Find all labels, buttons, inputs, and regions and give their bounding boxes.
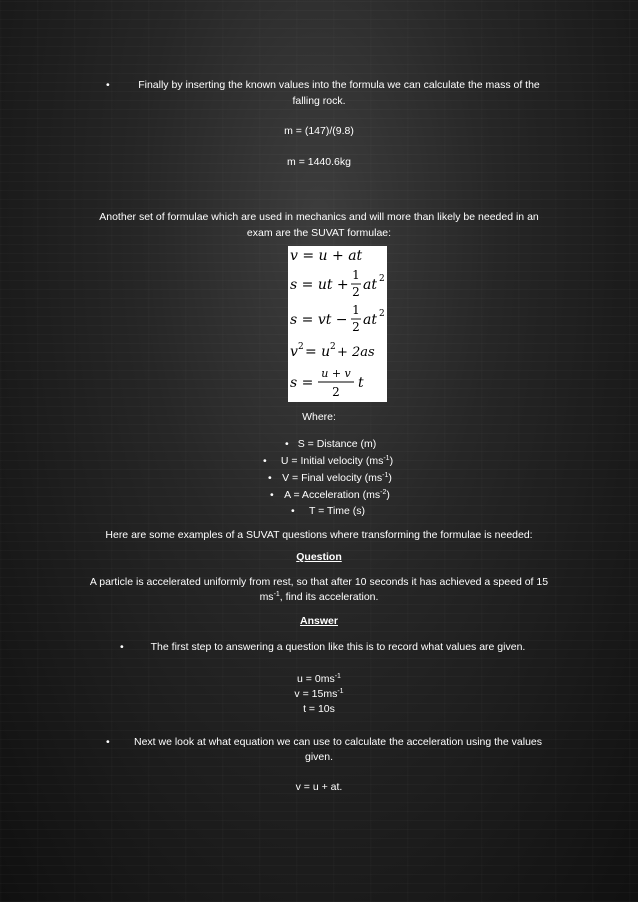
bullet-icon: • bbox=[106, 736, 110, 748]
formula-3-denominator: 2 bbox=[352, 320, 360, 334]
formula-4-right: + 2as bbox=[337, 345, 375, 360]
bullet-icon: • bbox=[263, 455, 267, 467]
where-label: Where: bbox=[302, 411, 336, 423]
mass-equation-2: m = 1440.6kg bbox=[287, 156, 351, 168]
intro-line-2: falling rock. bbox=[292, 95, 346, 107]
bullet-icon: • bbox=[270, 489, 274, 501]
formula-5-left: s = bbox=[290, 375, 314, 391]
bullet-icon: • bbox=[291, 505, 295, 517]
formula-3-left: s = vt − bbox=[290, 312, 348, 328]
answer-heading: Answer bbox=[300, 615, 338, 627]
intro-line-1: Finally by inserting the known values into the formula we can calculate the mass of the bbox=[138, 79, 540, 91]
variable-item: V = Final velocity $(ms^{-1})$ bbox=[282, 472, 392, 484]
suvat-formula-image bbox=[288, 246, 387, 402]
formula-4-exponent-2: 2 bbox=[330, 342, 336, 352]
formula-2-denominator: 2 bbox=[352, 285, 360, 299]
bullet-icon: • bbox=[268, 472, 272, 484]
given-u: $u = 0ms^{-1}$ bbox=[297, 673, 341, 685]
step-2-line-2: given. bbox=[304, 751, 334, 763]
variable-item: T = Time (s) bbox=[308, 505, 366, 517]
formula-5-numerator: u + v bbox=[321, 367, 351, 380]
formula-3-numerator: 1 bbox=[352, 303, 360, 317]
given-t: t = 10s bbox=[303, 703, 335, 715]
bullet-icon: • bbox=[285, 438, 289, 450]
formula-3-exponent: 2 bbox=[379, 309, 385, 319]
mass-equation-1: m = (147)/(9.8) bbox=[284, 125, 354, 137]
suvat-formula-svg bbox=[288, 246, 387, 402]
formula-4-middle: = u bbox=[305, 344, 331, 360]
formula-5-right: t bbox=[358, 375, 364, 391]
bullet-icon: • bbox=[120, 641, 124, 653]
formula-4-v: v bbox=[290, 344, 298, 360]
formula-2-left: s = ut + bbox=[290, 277, 349, 293]
question-line-1: A particle is accelerated uniformly from rest, so that after 10 seconds it has achieved a speed of 15 bbox=[89, 576, 549, 588]
question-line-2: $ms^{-1}$, find its acceleration. bbox=[259, 591, 379, 603]
formula-1: v = u + at bbox=[290, 248, 363, 264]
question-heading: Question bbox=[296, 551, 342, 563]
formula-2-right: at bbox=[363, 277, 377, 293]
formula-3-right: at bbox=[363, 312, 377, 328]
formula-5-denominator: 2 bbox=[332, 385, 340, 399]
variable-item: U = Initial velocity $(ms^{-1})$ bbox=[280, 455, 394, 467]
formula-4-exponent-1: 2 bbox=[298, 342, 304, 352]
step-2-line-1: Next we look at what equation we can use to calculate the acceleration using the values bbox=[134, 736, 542, 748]
chosen-equation: v = u + at. bbox=[295, 781, 343, 793]
step-1-text: The first step to answering a question like this is to record what values are given. bbox=[150, 641, 526, 653]
formula-2-exponent: 2 bbox=[379, 274, 385, 284]
suvat-intro-line-1: Another set of formulae which are used in mechanics and will more than likely be needed in an bbox=[99, 211, 539, 223]
bullet-icon: • bbox=[106, 79, 110, 91]
variable-item: S = Distance (m) bbox=[297, 438, 377, 450]
given-v: $v = 15ms^{-1}$ bbox=[294, 688, 344, 700]
suvat-intro-line-2: exam are the SUVAT formulae: bbox=[246, 227, 392, 239]
formula-2-numerator: 1 bbox=[352, 268, 360, 282]
variable-item: A = Acceleration $(ms^{-2})$ bbox=[284, 489, 390, 501]
examples-intro: Here are some examples of a SUVAT questions where transforming the formulae is needed: bbox=[105, 529, 533, 541]
